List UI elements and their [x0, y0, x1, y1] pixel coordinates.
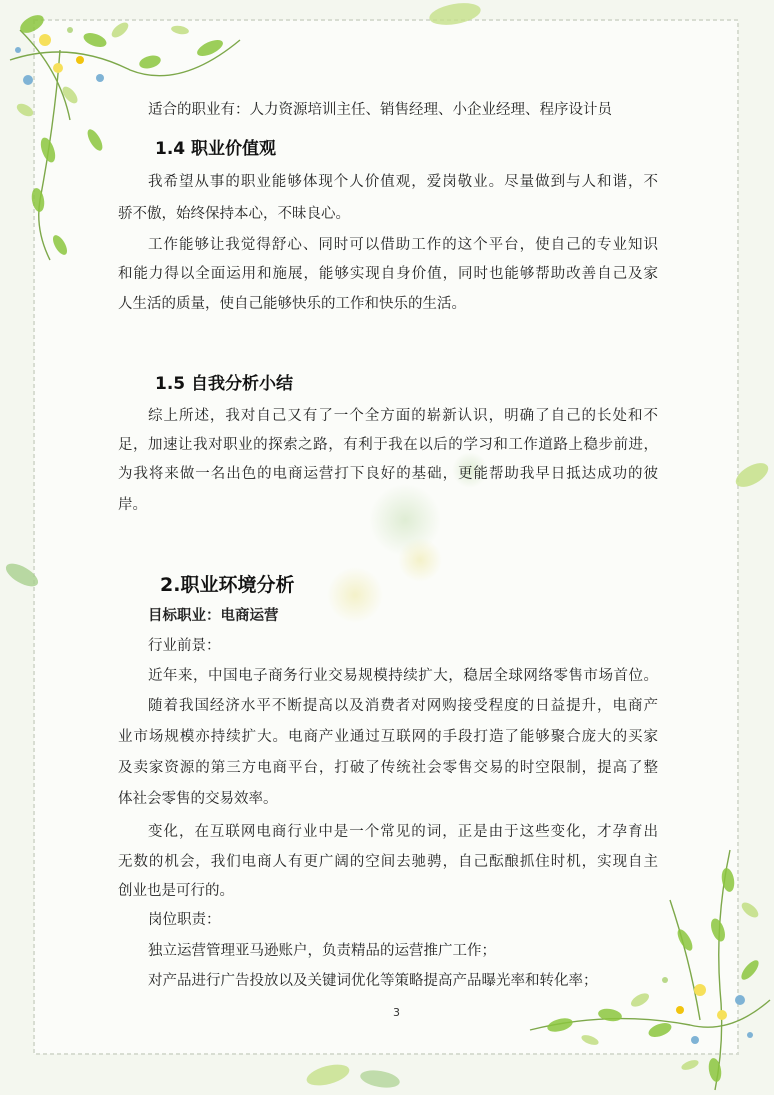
section-heading-2: 2.职业环境分析	[160, 574, 295, 596]
sec2-p2-line4: 体社会零售的交易效率。	[118, 791, 278, 807]
sec14-p2-line3: 人生活的质量，使自己能够快乐的工作和快乐的生活。	[118, 296, 466, 312]
sec15-p1-line2: 足，加速让我对职业的探索之路，有利于我在以后的学习和工作道路上稳步前进，	[118, 437, 658, 453]
sec15-p1-line3: 为我将来做一名出色的电商运营打下良好的基础，更能帮助我早日抵达成功的彼	[118, 466, 658, 482]
sec14-p1-line2: 骄不傲，始终保持本心，不昧良心。	[118, 206, 350, 222]
section-heading-1-4: 1.4 职业价值观	[155, 139, 277, 159]
sec15-p1-line1: 综上所述，我对自己又有了一个全方面的崭新认识，明确了自己的长处和不	[148, 408, 658, 424]
sec2-p2-line2: 业市场规模亦持续扩大。电商产业通过互联网的手段打造了能够聚合庞大的买家	[118, 729, 658, 745]
page-number: 3	[393, 1006, 400, 1019]
sec14-p2-line1: 工作能够让我觉得舒心、同时可以借助工作的这个平台，使自己的专业知识	[148, 237, 658, 253]
sec2-p3-line3: 创业也是可行的。	[118, 883, 234, 899]
industry-label: 行业前景：	[148, 638, 221, 654]
sec2-p3-line2: 无数的机会，我们电商人有更广阔的空间去驰骋，自己酝酿抓住时机，实现自主	[118, 854, 658, 870]
target-job: 目标职业：电商运营	[148, 608, 279, 624]
section-heading-1-5: 1.5 自我分析小结	[155, 374, 294, 394]
sec14-p1-line1: 我希望从事的职业能够体现个人价值观，爱岗敬业。尽量做到与人和谐，不	[148, 174, 658, 190]
intro-line: 适合的职业有：人力资源培训主任、销售经理、小企业经理、程序设计员	[148, 102, 612, 118]
sec15-p1-line4: 岸。	[118, 497, 147, 513]
sec2-p2-line1: 随着我国经济水平不断提高以及消费者对网购接受程度的日益提升，电商产	[148, 698, 658, 714]
duty-item-2: 对产品进行广告投放以及关键词优化等策略提高产品曝光率和转化率；	[148, 973, 598, 989]
sec2-p3-line1: 变化，在互联网电商行业中是一个常见的词，正是由于这些变化，才孕育出	[148, 824, 658, 840]
sec2-p1: 近年来，中国电子商务行业交易规模持续扩大，稳居全球网络零售市场首位。	[148, 668, 658, 684]
duty-label: 岗位职责：	[148, 912, 221, 928]
sec14-p2-line2: 和能力得以全面运用和施展，能够实现自身价值，同时也能够帮助改善自己及家	[118, 266, 658, 282]
sec2-p2-line3: 及卖家资源的第三方电商平台，打破了传统社会零售交易的时空限制，提高了整	[118, 760, 658, 776]
duty-item-1: 独立运营管理亚马逊账户，负责精品的运营推广工作；	[148, 943, 496, 959]
